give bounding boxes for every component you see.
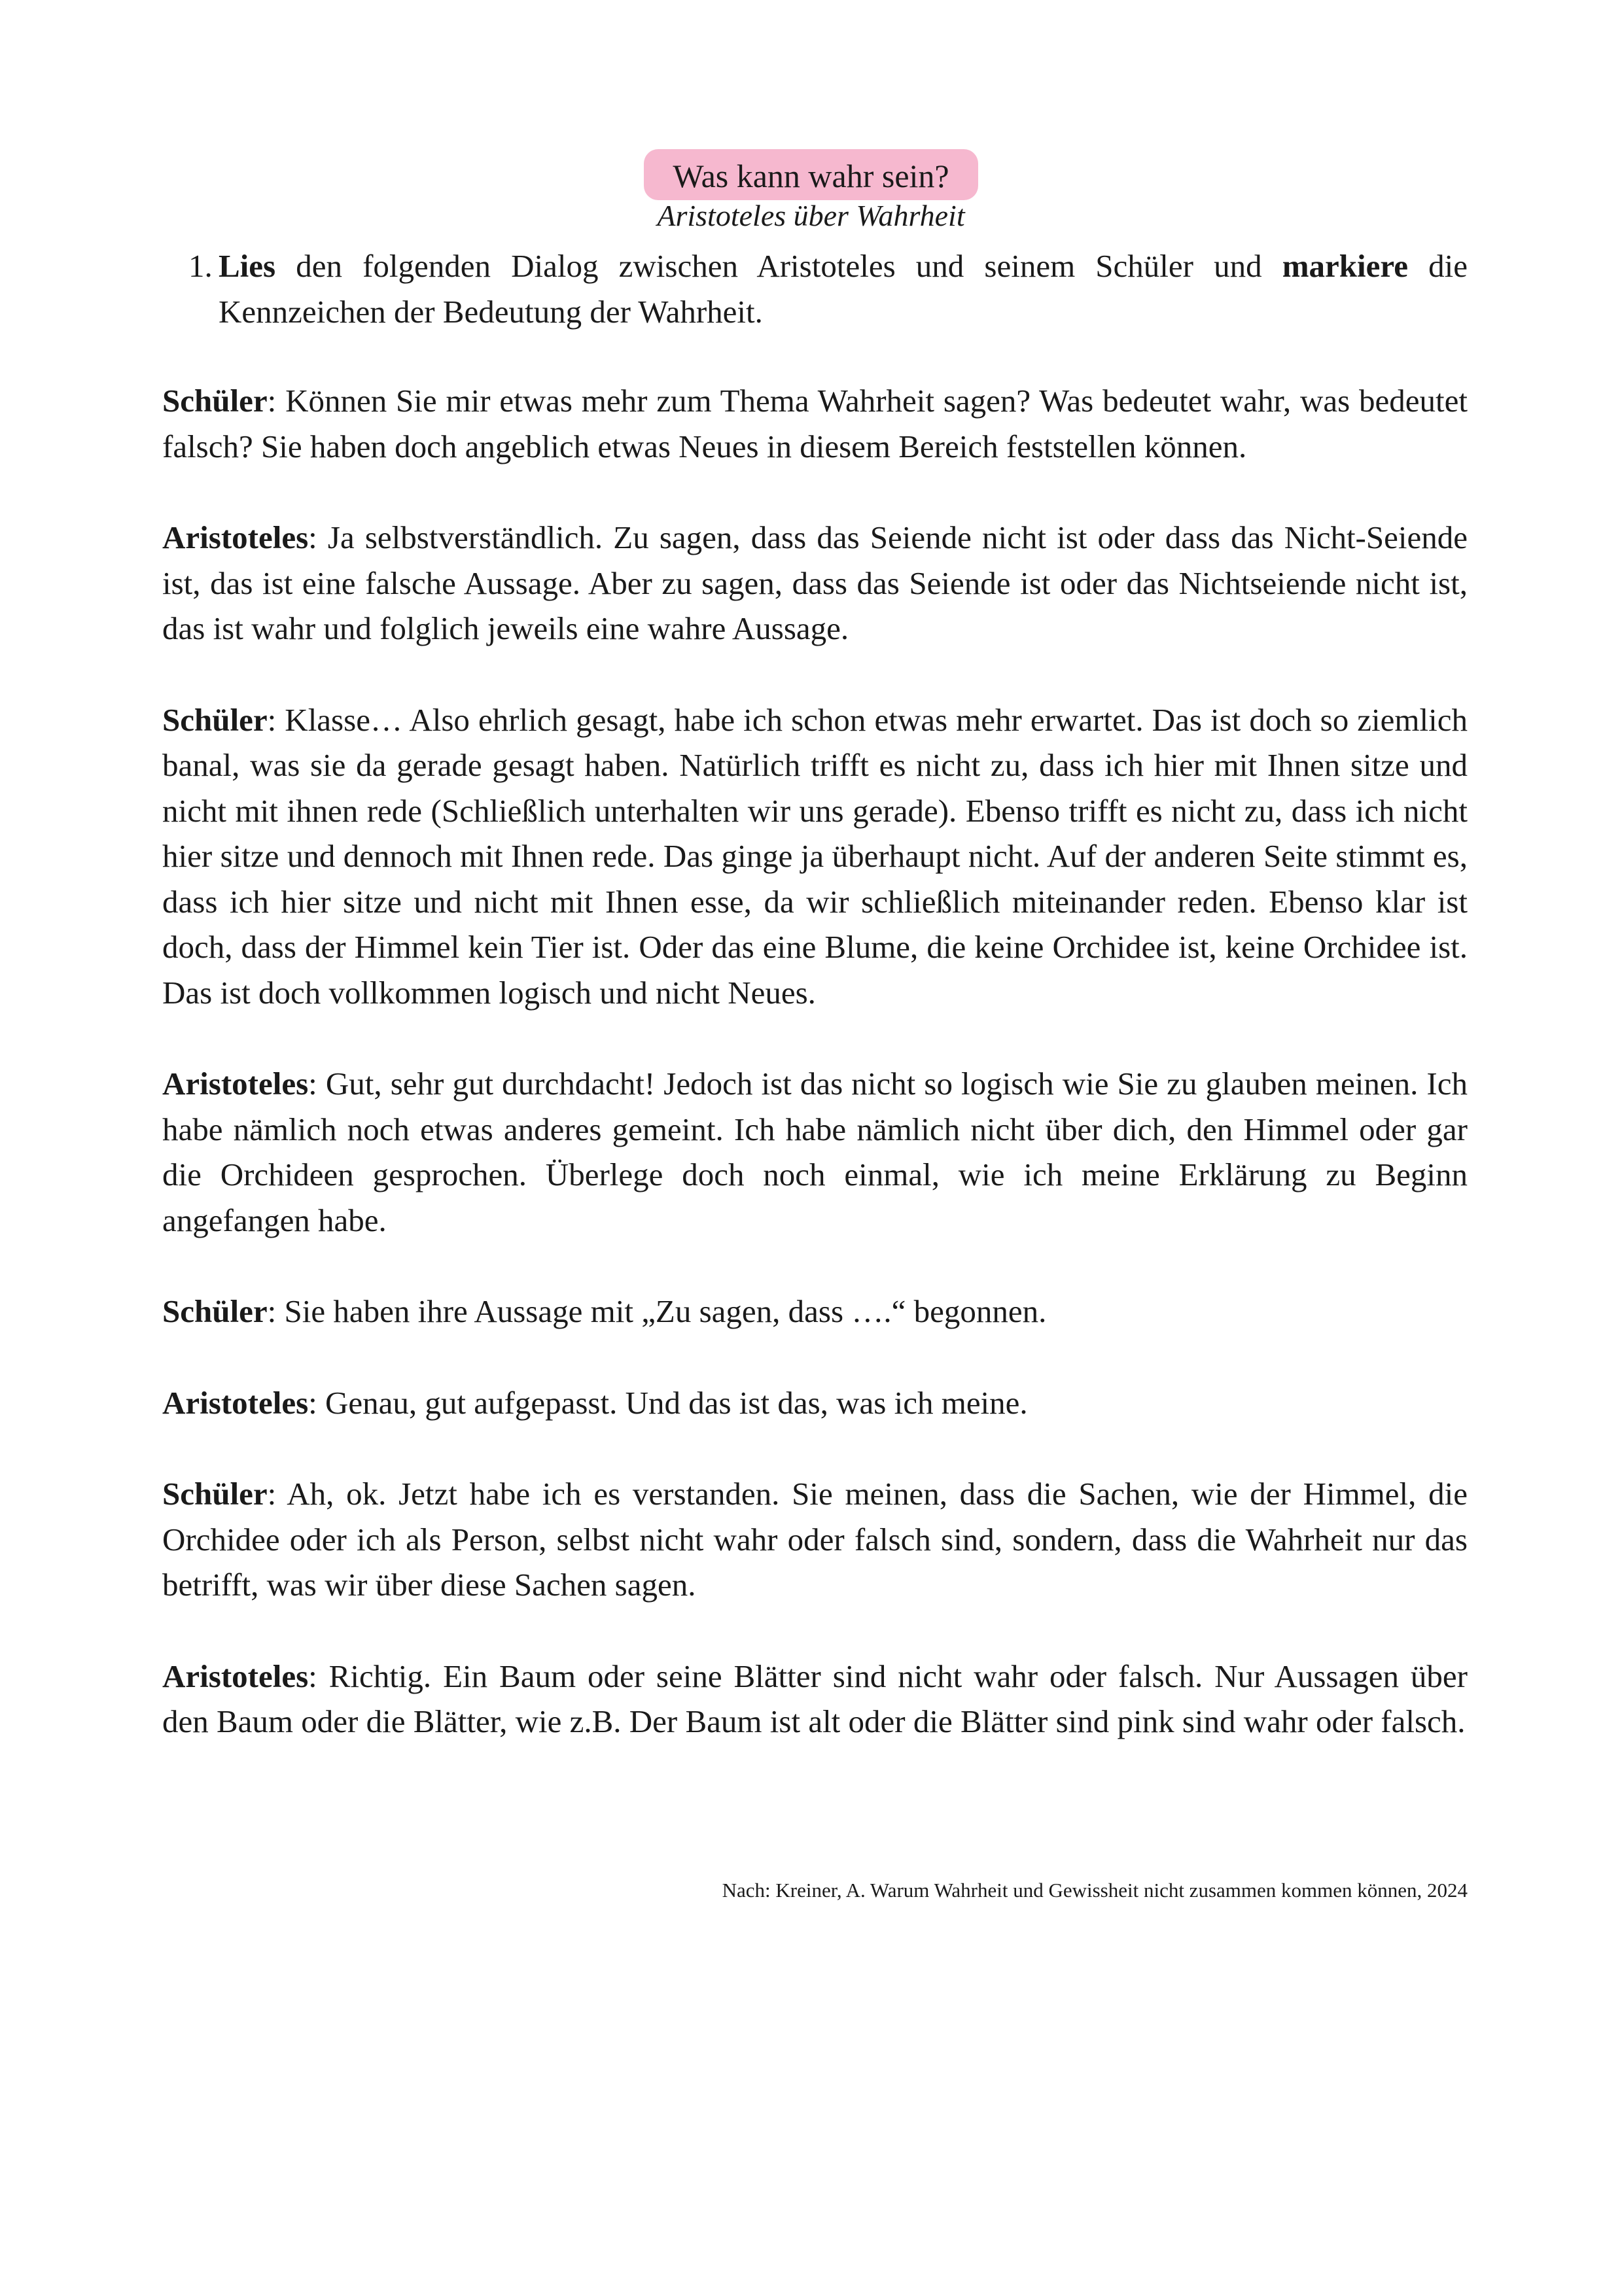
dialog-turn — [162, 1654, 1468, 1745]
dialog-text: : Genau, gut aufgepasst. Und das ist das, was ich meine. — [308, 1384, 1028, 1421]
dialog-text: : Richtig. Ein Baum oder seine Blätter sind nicht wahr oder falsch. Nur Aussagen über den Baum oder die Blätter, wie z.B. Der Baum ist alt oder die Blätter sind pink sind wahr oder falsch. — [162, 1658, 1468, 1739]
dialog-text: : Klasse… Also ehrlich gesagt, habe ich schon etwas mehr erwartet. Das ist doch so ziemlich banal, was sie da gerade gesagt haben. Natürlich trifft es nicht zu, dass ich hier mit Ihnen sitze und nicht mit ihnen rede (Schließlich unterhalten wir uns gerade). Ebenso trifft es nicht zu, dass ich nicht hier sitze und dennoch mit Ihnen rede. Das ginge ja überhaupt nicht. Auf der anderen Seite stimmt es, dass ich hier sitze und nicht mit Ihnen esse, da wir schließlich miteinander reden. Ebenso klar ist doch, dass der Himmel kein Tier ist. Oder das eine Blume, die keine Orchidee ist, keine Orchidee ist. Das ist doch vollkommen logisch und nicht Neues. — [162, 701, 1468, 1011]
dialog-text: : Sie haben ihre Aussage mit „Zu sagen, dass ….“ begonnen. — [267, 1293, 1047, 1329]
task-verb-mark: markiere — [1282, 248, 1409, 284]
dialog-text: : Ja selbstverständlich. Zu sagen, dass das Seiende nicht ist oder dass das Nicht-Seiende ist, das ist eine falsche Aussage. Aber zu sagen, dass das Seiende ist oder das Nichtseiende nicht ist, das ist wahr und folglich jeweils eine wahre Aussage. — [162, 519, 1468, 646]
dialog-turn — [162, 378, 1468, 469]
speaker-name: Schüler — [162, 701, 268, 738]
dialog-turn — [162, 1289, 1468, 1334]
dialog-turn — [162, 1380, 1468, 1426]
page-title: Was kann wahr sein? — [644, 149, 978, 200]
dialog — [162, 378, 1468, 1790]
speaker-name: Schüler — [162, 383, 268, 419]
speaker-name: Aristoteles — [162, 1066, 309, 1102]
dialog-turn — [162, 1471, 1468, 1608]
dialog-text: : Ah, ok. Jetzt habe ich es verstanden. Sie meinen, dass die Sachen, wie der Himmel, die Orchidee oder ich als Person, selbst nicht wahr oder falsch sind, sondern, dass die Wahrheit nur das betrifft, was wir über diese Sachen sagen. — [162, 1476, 1468, 1603]
dialog-text: : Können Sie mir etwas mehr zum Thema Wahrheit sagen? Was bedeutet wahr, was bedeutet falsch? Sie haben doch angeblich etwas Neues in diesem Bereich feststellen können. — [162, 383, 1468, 464]
dialog-turn — [162, 697, 1468, 1016]
title-block — [0, 149, 1622, 234]
dialog-text: : Gut, sehr gut durchdacht! Jedoch ist das nicht so logisch wie Sie zu glauben meinen. Ich habe nämlich noch etwas anderes gemeint. Ich habe nämlich nicht über dich, den Himmel oder gar die Orchideen gesprochen. Überlege doch noch einmal, wie ich meine Erklärung zu Beginn angefangen habe. — [162, 1066, 1468, 1238]
task-number: 1. — [188, 248, 213, 284]
task-text-part2: die Kennzeichen der Bedeutung der Wahrheit. — [219, 248, 1468, 330]
page-subtitle: Aristoteles über Wahrheit — [657, 199, 965, 232]
speaker-name: Aristoteles — [162, 519, 309, 555]
task-verb-read: Lies — [219, 248, 276, 284]
task-instruction — [188, 243, 1468, 335]
source-citation: Nach: Kreiner, A. Warum Wahrheit und Gewissheit nicht zusammen kommen können, 2024 — [722, 1879, 1468, 1902]
speaker-name: Schüler — [162, 1293, 268, 1329]
speaker-name: Aristoteles — [162, 1384, 309, 1421]
task-text-part1: den folgenden Dialog zwischen Aristoteles und seinem Schüler und — [275, 248, 1282, 284]
dialog-turn — [162, 515, 1468, 652]
speaker-name: Schüler — [162, 1476, 268, 1512]
dialog-turn — [162, 1061, 1468, 1243]
speaker-name: Aristoteles — [162, 1658, 309, 1694]
task-text — [219, 243, 1468, 335]
